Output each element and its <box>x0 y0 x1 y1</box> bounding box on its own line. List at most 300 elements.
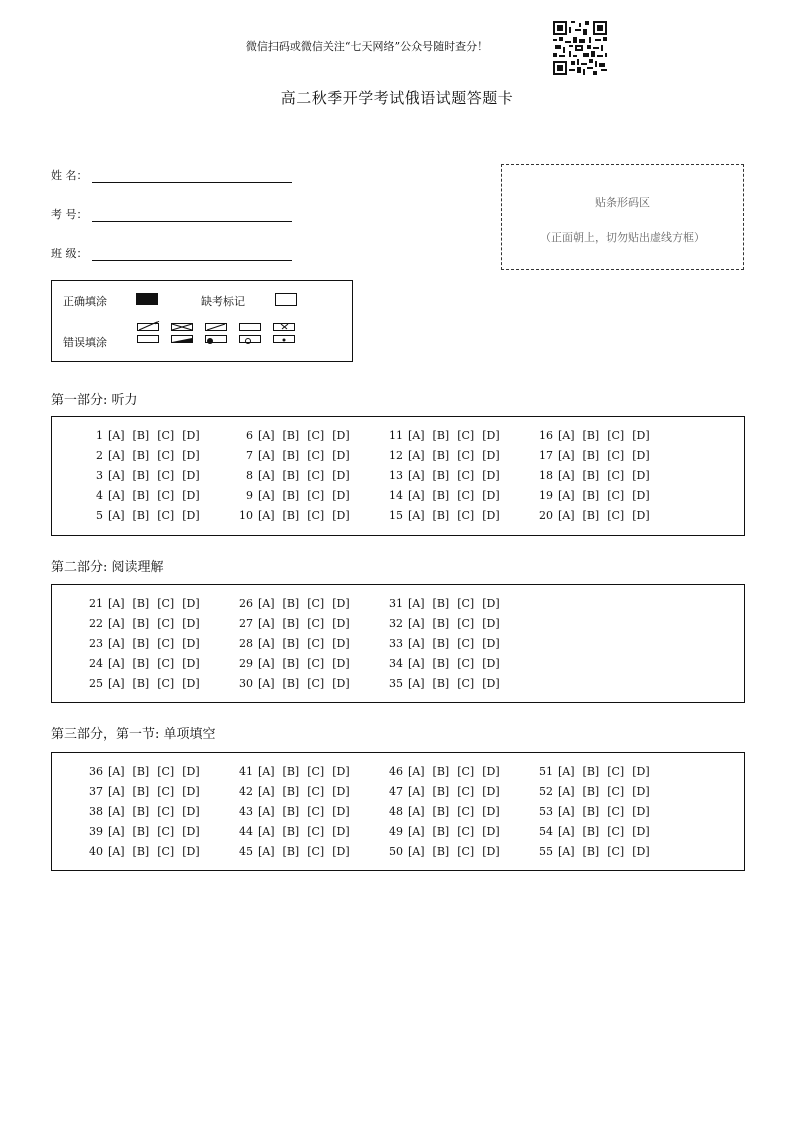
answer-option[interactable]: [C] <box>307 765 325 778</box>
answer-option[interactable]: [B] <box>282 489 300 502</box>
answer-option[interactable]: [A] <box>408 765 425 778</box>
question-number: 23 <box>89 637 103 650</box>
answer-option[interactable]: [D] <box>632 429 650 442</box>
question-row <box>82 677 208 697</box>
answer-option[interactable]: [D] <box>482 785 500 798</box>
answer-option[interactable]: [A] <box>258 509 275 522</box>
answer-option[interactable]: [B] <box>132 509 150 522</box>
answer-option[interactable]: [B] <box>282 617 300 630</box>
answer-option[interactable]: [C] <box>157 429 175 442</box>
answer-option[interactable]: [D] <box>632 509 650 522</box>
answer-option[interactable]: [C] <box>157 845 175 858</box>
answer-option[interactable]: [A] <box>258 597 275 610</box>
answer-option[interactable]: [D] <box>332 429 350 442</box>
question-row <box>232 765 358 785</box>
answer-option[interactable]: [A] <box>558 765 575 778</box>
answer-option[interactable]: [A] <box>108 805 125 818</box>
question-number: 51 <box>539 765 553 778</box>
answer-option[interactable]: [D] <box>182 765 200 778</box>
answer-option[interactable]: [D] <box>332 845 350 858</box>
answer-option[interactable]: [B] <box>132 677 150 690</box>
answer-option[interactable]: [C] <box>457 825 475 838</box>
question-number: 31 <box>389 597 403 610</box>
field-label: 考 号： <box>51 208 88 221</box>
question-row <box>382 845 508 865</box>
answer-option[interactable]: [C] <box>307 617 325 630</box>
answer-option[interactable]: [A] <box>108 677 125 690</box>
answer-option[interactable]: [B] <box>132 429 150 442</box>
answer-option[interactable]: [B] <box>132 657 150 670</box>
answer-option[interactable]: [B] <box>282 805 300 818</box>
answer-option[interactable]: [C] <box>157 509 175 522</box>
answer-option[interactable]: [D] <box>182 429 200 442</box>
question-column <box>232 765 358 865</box>
answer-option[interactable]: [C] <box>607 765 625 778</box>
answer-option[interactable]: [B] <box>432 785 450 798</box>
answer-option[interactable]: [D] <box>182 469 200 482</box>
answer-option[interactable]: [D] <box>482 597 500 610</box>
answer-option[interactable]: [C] <box>607 429 625 442</box>
answer-option[interactable]: [A] <box>108 845 125 858</box>
field-label: 班 级： <box>51 247 88 260</box>
answer-option[interactable]: [A] <box>408 657 425 670</box>
answer-option[interactable]: [C] <box>307 489 325 502</box>
answer-option[interactable]: [D] <box>482 825 500 838</box>
barcode-title: 贴条形码区 <box>595 196 650 209</box>
answer-option[interactable]: [A] <box>408 449 425 462</box>
question-number: 12 <box>389 449 403 462</box>
answer-option[interactable]: [C] <box>157 765 175 778</box>
answer-option[interactable]: [C] <box>307 825 325 838</box>
answer-option[interactable]: [D] <box>332 805 350 818</box>
question-row <box>82 509 208 529</box>
answer-option[interactable]: [A] <box>258 845 275 858</box>
answer-option[interactable]: [A] <box>408 617 425 630</box>
question-column <box>82 429 208 529</box>
answer-option[interactable]: [C] <box>307 657 325 670</box>
question-number: 8 <box>246 469 253 482</box>
answer-option[interactable]: [D] <box>482 845 500 858</box>
answer-option[interactable]: [A] <box>408 597 425 610</box>
question-column <box>382 597 508 697</box>
question-number: 55 <box>539 845 553 858</box>
answer-option[interactable]: [D] <box>182 785 200 798</box>
answer-option[interactable]: [A] <box>408 845 425 858</box>
answer-option[interactable]: [C] <box>607 825 625 838</box>
question-row <box>82 469 208 489</box>
answer-option[interactable]: [A] <box>258 785 275 798</box>
answer-option[interactable]: [B] <box>132 469 150 482</box>
question-number: 27 <box>239 617 253 630</box>
answer-option[interactable]: [B] <box>282 845 300 858</box>
question-number: 39 <box>89 825 103 838</box>
answer-option[interactable]: [C] <box>457 637 475 650</box>
question-column <box>232 597 358 697</box>
answer-option[interactable]: [C] <box>457 657 475 670</box>
answer-option[interactable]: [B] <box>432 825 450 838</box>
question-row <box>232 677 358 697</box>
answer-option[interactable]: [B] <box>432 509 450 522</box>
answer-option[interactable]: [D] <box>182 617 200 630</box>
answer-option[interactable]: [A] <box>258 429 275 442</box>
answer-option[interactable]: [D] <box>332 677 350 690</box>
question-number: 47 <box>389 785 403 798</box>
answer-option[interactable]: [A] <box>258 657 275 670</box>
answer-option[interactable]: [B] <box>582 805 600 818</box>
answer-option[interactable]: [B] <box>582 469 600 482</box>
answer-option[interactable]: [D] <box>482 677 500 690</box>
answer-option[interactable]: [B] <box>282 825 300 838</box>
question-row <box>532 469 658 489</box>
fill-legend <box>51 280 353 362</box>
answer-option[interactable]: [B] <box>432 805 450 818</box>
answer-option[interactable]: [A] <box>558 845 575 858</box>
answer-option[interactable]: [C] <box>307 597 325 610</box>
answer-option[interactable]: [B] <box>582 845 600 858</box>
question-number: 17 <box>539 449 553 462</box>
answer-option[interactable]: [B] <box>132 489 150 502</box>
answer-option[interactable]: [C] <box>307 677 325 690</box>
answer-option[interactable]: [B] <box>132 805 150 818</box>
answer-option[interactable]: [C] <box>307 637 325 650</box>
answer-option[interactable]: [D] <box>482 617 500 630</box>
question-number: 9 <box>246 489 253 502</box>
answer-option[interactable]: [D] <box>482 429 500 442</box>
answer-option[interactable]: [A] <box>258 449 275 462</box>
answer-option[interactable]: [A] <box>558 429 575 442</box>
absent-mark-box[interactable] <box>275 293 297 306</box>
question-row <box>232 469 358 489</box>
question-row <box>382 765 508 785</box>
answer-option[interactable]: [C] <box>157 617 175 630</box>
answer-option[interactable]: [C] <box>457 677 475 690</box>
answer-option[interactable]: [C] <box>157 785 175 798</box>
answer-option[interactable]: [A] <box>408 785 425 798</box>
answer-option[interactable]: [D] <box>182 805 200 818</box>
answer-option[interactable]: [B] <box>432 765 450 778</box>
answer-option[interactable]: [C] <box>607 449 625 462</box>
answer-option[interactable]: [D] <box>332 469 350 482</box>
question-row <box>382 449 508 469</box>
answer-option[interactable]: [D] <box>332 765 350 778</box>
answer-option[interactable]: [C] <box>307 429 325 442</box>
correct-fill-label: 正确填涂 <box>63 295 107 308</box>
question-number: 11 <box>389 429 403 442</box>
answer-option[interactable]: [D] <box>482 637 500 650</box>
answer-option[interactable]: [B] <box>282 597 300 610</box>
answer-option[interactable]: [A] <box>108 617 125 630</box>
answer-option[interactable]: [A] <box>408 825 425 838</box>
question-number: 15 <box>389 509 403 522</box>
answer-option[interactable]: [B] <box>282 509 300 522</box>
answer-option[interactable]: [C] <box>457 597 475 610</box>
answer-option[interactable]: [D] <box>482 469 500 482</box>
answer-option[interactable]: [D] <box>332 617 350 630</box>
answer-option[interactable]: [D] <box>332 657 350 670</box>
answer-option[interactable]: [A] <box>558 469 575 482</box>
question-number: 4 <box>96 489 103 502</box>
answer-option[interactable]: [D] <box>632 845 650 858</box>
exam-number-field[interactable] <box>51 206 292 222</box>
answer-option[interactable]: [A] <box>558 825 575 838</box>
answer-option[interactable]: [A] <box>408 489 425 502</box>
answer-option[interactable]: [C] <box>307 469 325 482</box>
answer-option[interactable]: [C] <box>457 617 475 630</box>
answer-option[interactable]: [C] <box>457 805 475 818</box>
answer-option[interactable]: [B] <box>132 637 150 650</box>
answer-option[interactable]: [B] <box>582 429 600 442</box>
answer-option[interactable]: [B] <box>432 617 450 630</box>
answer-option[interactable]: [B] <box>132 617 150 630</box>
question-number: 10 <box>239 509 253 522</box>
answer-option[interactable]: [D] <box>182 637 200 650</box>
answer-option[interactable]: [A] <box>108 449 125 462</box>
answer-option[interactable]: [B] <box>582 825 600 838</box>
answer-option[interactable]: [D] <box>182 657 200 670</box>
answer-option[interactable]: [D] <box>332 825 350 838</box>
answer-option[interactable]: [B] <box>282 785 300 798</box>
answer-option[interactable]: [D] <box>182 677 200 690</box>
qr-code <box>553 21 607 75</box>
answer-option[interactable]: [A] <box>558 449 575 462</box>
answer-option[interactable]: [A] <box>108 657 125 670</box>
answer-option[interactable]: [D] <box>182 825 200 838</box>
question-number: 44 <box>239 825 253 838</box>
answer-option[interactable]: [D] <box>332 489 350 502</box>
answer-option[interactable]: [A] <box>408 469 425 482</box>
answer-option[interactable]: [C] <box>607 785 625 798</box>
answer-box-single-choice <box>51 752 745 871</box>
answer-option[interactable]: [A] <box>108 509 125 522</box>
answer-option[interactable]: [D] <box>182 489 200 502</box>
question-row <box>232 449 358 469</box>
question-row <box>232 429 358 449</box>
question-row <box>232 617 358 637</box>
answer-option[interactable]: [C] <box>607 845 625 858</box>
page-title: 高二秋季开学考试俄语试题答题卡 <box>280 89 514 107</box>
answer-option[interactable]: [B] <box>282 677 300 690</box>
question-number: 2 <box>96 449 103 462</box>
answer-option[interactable]: [D] <box>632 785 650 798</box>
answer-option[interactable]: [A] <box>108 429 125 442</box>
answer-option[interactable]: [D] <box>482 509 500 522</box>
answer-option[interactable]: [A] <box>108 469 125 482</box>
answer-option[interactable]: [C] <box>157 637 175 650</box>
question-number: 6 <box>246 429 253 442</box>
answer-option[interactable]: [B] <box>282 429 300 442</box>
answer-option[interactable]: [B] <box>132 449 150 462</box>
answer-option[interactable]: [D] <box>332 449 350 462</box>
answer-option[interactable]: [B] <box>282 449 300 462</box>
answer-option[interactable]: [C] <box>607 469 625 482</box>
answer-option[interactable]: [B] <box>282 637 300 650</box>
question-row <box>82 597 208 617</box>
question-row <box>232 489 358 509</box>
answer-option[interactable]: [A] <box>558 805 575 818</box>
answer-option[interactable]: [C] <box>457 785 475 798</box>
answer-option[interactable]: [A] <box>258 469 275 482</box>
answer-option[interactable]: [B] <box>432 597 450 610</box>
answer-option[interactable]: [C] <box>307 449 325 462</box>
question-column <box>382 765 508 865</box>
question-row <box>82 785 208 805</box>
question-row <box>82 845 208 865</box>
answer-option[interactable]: [A] <box>108 785 125 798</box>
name-field[interactable] <box>51 167 292 183</box>
answer-option[interactable]: [A] <box>258 489 275 502</box>
answer-option[interactable]: [A] <box>408 429 425 442</box>
answer-option[interactable]: [C] <box>457 845 475 858</box>
answer-option[interactable]: [B] <box>582 765 600 778</box>
answer-option[interactable]: [A] <box>558 785 575 798</box>
section-title-reading: 第二部分: 阅读理解 <box>51 560 164 575</box>
class-input-line[interactable] <box>92 246 292 261</box>
answer-option[interactable]: [A] <box>258 617 275 630</box>
question-number: 5 <box>96 509 103 522</box>
answer-option[interactable]: [D] <box>632 469 650 482</box>
answer-option[interactable]: [B] <box>132 765 150 778</box>
question-row <box>382 785 508 805</box>
answer-option[interactable]: [D] <box>182 597 200 610</box>
answer-option[interactable]: [C] <box>457 429 475 442</box>
answer-option[interactable]: [B] <box>132 845 150 858</box>
question-row <box>382 825 508 845</box>
answer-option[interactable]: [B] <box>282 657 300 670</box>
answer-option[interactable]: [A] <box>558 489 575 502</box>
answer-option[interactable]: [D] <box>632 825 650 838</box>
answer-option[interactable]: [B] <box>432 429 450 442</box>
answer-option[interactable]: [D] <box>182 845 200 858</box>
answer-option[interactable]: [A] <box>258 637 275 650</box>
answer-option[interactable]: [A] <box>408 509 425 522</box>
answer-option[interactable]: [B] <box>282 765 300 778</box>
answer-option[interactable]: [D] <box>332 637 350 650</box>
answer-option[interactable]: [D] <box>482 805 500 818</box>
answer-option[interactable]: [C] <box>457 449 475 462</box>
answer-option[interactable]: [D] <box>182 509 200 522</box>
answer-option[interactable]: [C] <box>307 785 325 798</box>
question-number: 35 <box>389 677 403 690</box>
answer-option[interactable]: [B] <box>432 489 450 502</box>
question-row <box>232 845 358 865</box>
answer-option[interactable]: [A] <box>408 805 425 818</box>
answer-option[interactable]: [B] <box>432 677 450 690</box>
answer-option[interactable]: [B] <box>132 597 150 610</box>
answer-option[interactable]: [D] <box>632 449 650 462</box>
answer-option[interactable]: [A] <box>408 637 425 650</box>
answer-option[interactable]: [C] <box>457 489 475 502</box>
question-number: 40 <box>89 845 103 858</box>
answer-option[interactable]: [A] <box>258 765 275 778</box>
answer-option[interactable]: [C] <box>307 509 325 522</box>
answer-option[interactable]: [C] <box>157 825 175 838</box>
answer-option[interactable]: [D] <box>482 765 500 778</box>
answer-option[interactable]: [C] <box>607 509 625 522</box>
question-number: 48 <box>389 805 403 818</box>
answer-option[interactable]: [A] <box>258 677 275 690</box>
question-number: 14 <box>389 489 403 502</box>
answer-option[interactable]: [A] <box>108 597 125 610</box>
answer-option[interactable]: [D] <box>332 785 350 798</box>
answer-option[interactable]: [A] <box>258 825 275 838</box>
question-row <box>232 785 358 805</box>
answer-option[interactable]: [B] <box>132 825 150 838</box>
answer-option[interactable]: [A] <box>108 489 125 502</box>
answer-option[interactable]: [C] <box>607 489 625 502</box>
answer-option[interactable]: [B] <box>432 469 450 482</box>
question-row <box>82 637 208 657</box>
answer-option[interactable]: [B] <box>432 657 450 670</box>
answer-option[interactable]: [B] <box>582 509 600 522</box>
answer-option[interactable]: [B] <box>432 637 450 650</box>
answer-option[interactable]: [B] <box>582 449 600 462</box>
question-number: 25 <box>89 677 103 690</box>
answer-option[interactable]: [B] <box>582 785 600 798</box>
answer-option[interactable]: [D] <box>482 489 500 502</box>
answer-option[interactable]: [C] <box>457 765 475 778</box>
question-number: 43 <box>239 805 253 818</box>
answer-option[interactable]: [B] <box>582 489 600 502</box>
name-input-line[interactable] <box>92 168 292 183</box>
answer-option[interactable]: [D] <box>632 765 650 778</box>
question-row <box>382 637 508 657</box>
question-number: 50 <box>389 845 403 858</box>
question-row <box>82 617 208 637</box>
answer-option[interactable]: [C] <box>307 845 325 858</box>
exam-number-input-line[interactable] <box>92 207 292 222</box>
answer-option[interactable]: [D] <box>632 489 650 502</box>
answer-option[interactable]: [D] <box>332 597 350 610</box>
question-number: 38 <box>89 805 103 818</box>
answer-option[interactable]: [A] <box>558 509 575 522</box>
question-row <box>532 805 658 825</box>
answer-option[interactable]: [D] <box>182 449 200 462</box>
answer-option[interactable]: [C] <box>457 509 475 522</box>
answer-option[interactable]: [B] <box>282 469 300 482</box>
answer-option[interactable]: [C] <box>307 805 325 818</box>
question-number: 41 <box>239 765 253 778</box>
answer-option[interactable]: [D] <box>332 509 350 522</box>
answer-option[interactable]: [D] <box>482 449 500 462</box>
answer-option[interactable]: [A] <box>108 825 125 838</box>
answer-option[interactable]: [C] <box>157 597 175 610</box>
answer-option[interactable]: [C] <box>157 449 175 462</box>
answer-option[interactable]: [C] <box>157 489 175 502</box>
answer-option[interactable]: [C] <box>457 469 475 482</box>
answer-option[interactable]: [C] <box>157 657 175 670</box>
question-row <box>82 657 208 677</box>
answer-option[interactable]: [C] <box>157 805 175 818</box>
answer-option[interactable]: [A] <box>408 677 425 690</box>
answer-option[interactable]: [B] <box>432 449 450 462</box>
answer-option[interactable]: [B] <box>432 845 450 858</box>
answer-option[interactable]: [B] <box>132 785 150 798</box>
question-number: 34 <box>389 657 403 670</box>
answer-option[interactable]: [A] <box>108 765 125 778</box>
answer-option[interactable]: [A] <box>108 637 125 650</box>
answer-option[interactable]: [C] <box>607 805 625 818</box>
answer-option[interactable]: [C] <box>157 677 175 690</box>
question-number: 45 <box>239 845 253 858</box>
question-row <box>232 805 358 825</box>
answer-option[interactable]: [D] <box>632 805 650 818</box>
answer-option[interactable]: [D] <box>482 657 500 670</box>
answer-option[interactable]: [C] <box>157 469 175 482</box>
answer-option[interactable]: [A] <box>258 805 275 818</box>
question-row <box>232 825 358 845</box>
question-row <box>382 489 508 509</box>
class-field[interactable] <box>51 245 292 261</box>
